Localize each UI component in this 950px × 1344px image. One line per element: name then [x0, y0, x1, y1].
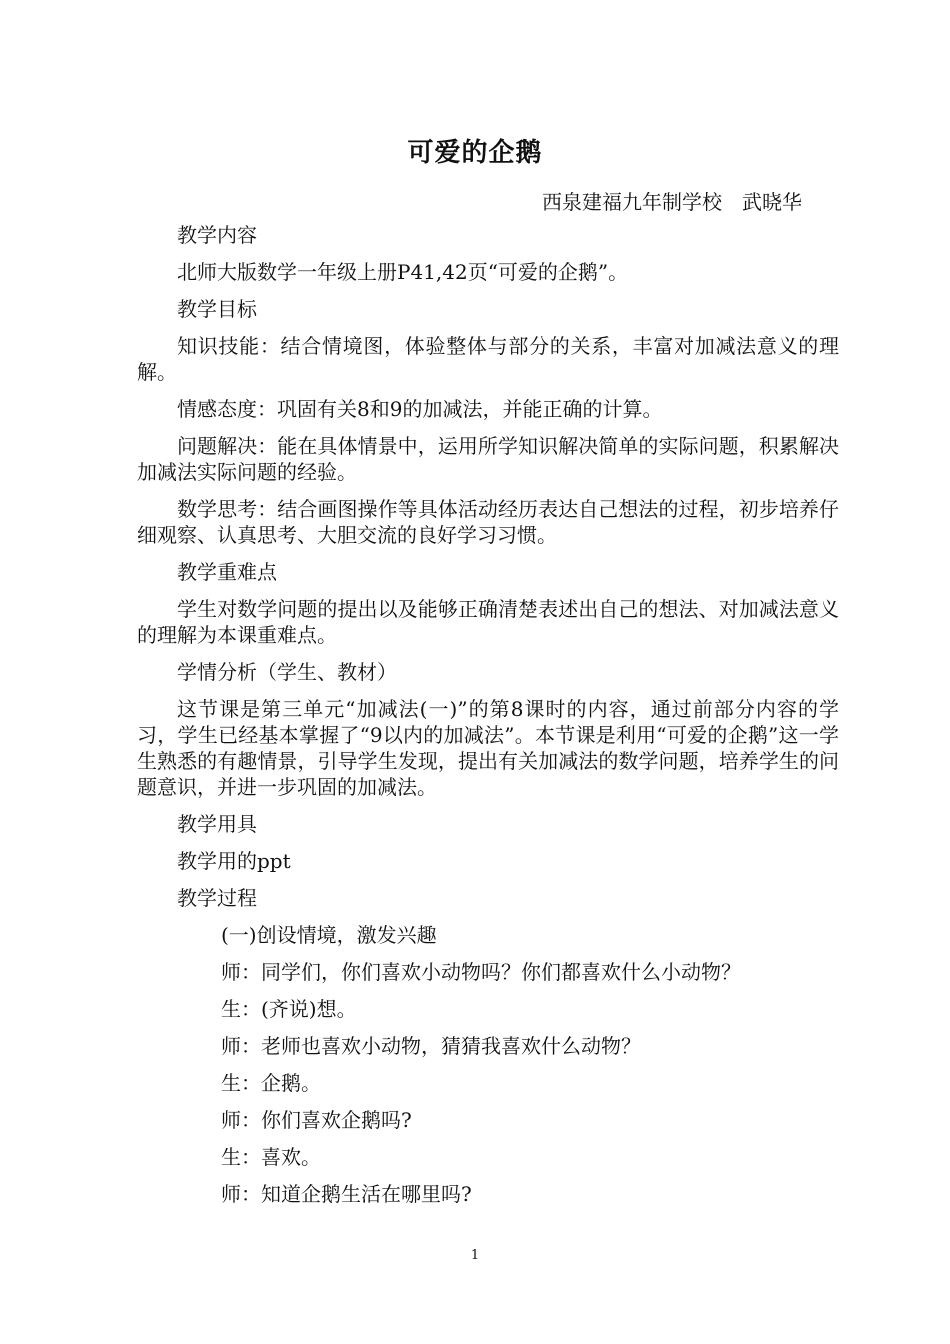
paragraph: 生：(齐说)想。	[221, 997, 357, 1021]
paragraph: 学生对数学问题的提出以及能够正确清楚表述出自己的想法、对加减法意义的理解为本课重难点。	[137, 597, 839, 647]
paragraph: 北师大版数学一年级上册P41,42页“可爱的企鹅”。	[177, 260, 629, 284]
paragraph: 学情分析（学生、教材）	[177, 660, 397, 684]
page-number: 1	[470, 1248, 480, 1263]
paragraph: 教学用的ppt	[177, 849, 291, 873]
paragraph: (一)创设情境，激发兴趣	[221, 923, 437, 947]
paragraph: 情感态度：巩固有关8和9的加减法，并能正确的计算。	[177, 397, 663, 421]
author-line: 西泉建福九年制学校 武晓华	[542, 190, 802, 214]
document-title: 可爱的企鹅	[407, 138, 543, 168]
paragraph: 这节课是第三单元“加减法(一)”的第8课时的内容，通过前部分内容的学习，学生已经基本掌握了“9以内的加减法”。本节课是利用“可爱的企鹅”这一学生熟悉的有趣情景，引导学生发现，提出有关加减法的数学问题，培养学生的问题意识，并进一步巩固的加减法。	[137, 697, 839, 799]
document-body	[137, 222, 839, 1218]
paragraph: 教学目标	[177, 297, 257, 321]
paragraph: 师：知道企鹅生活在哪里吗?	[221, 1182, 472, 1206]
paragraph: 数学思考：结合画图操作等具体活动经历表达自己想法的过程，初步培养仔细观察、认真思考、大胆交流的良好学习习惯。	[137, 497, 839, 547]
paragraph: 师：你们喜欢企鹅吗?	[221, 1108, 412, 1132]
paragraph: 生：喜欢。	[221, 1145, 321, 1169]
paragraph: 生：企鹅。	[221, 1071, 321, 1095]
paragraph: 教学内容	[177, 223, 257, 247]
paragraph: 师：同学们，你们喜欢小动物吗？你们都喜欢什么小动物？	[221, 960, 741, 984]
paragraph: 师：老师也喜欢小动物，猜猜我喜欢什么动物？	[221, 1034, 641, 1058]
paragraph: 问题解决：能在具体情景中，运用所学知识解决简单的实际问题，积累解决加减法实际问题的经验。	[137, 434, 839, 484]
paragraph: 教学用具	[177, 812, 257, 836]
paragraph: 教学过程	[177, 886, 257, 910]
paragraph: 知识技能：结合情境图，体验整体与部分的关系，丰富对加减法意义的理解。	[137, 334, 839, 384]
paragraph: 教学重难点	[177, 560, 277, 584]
